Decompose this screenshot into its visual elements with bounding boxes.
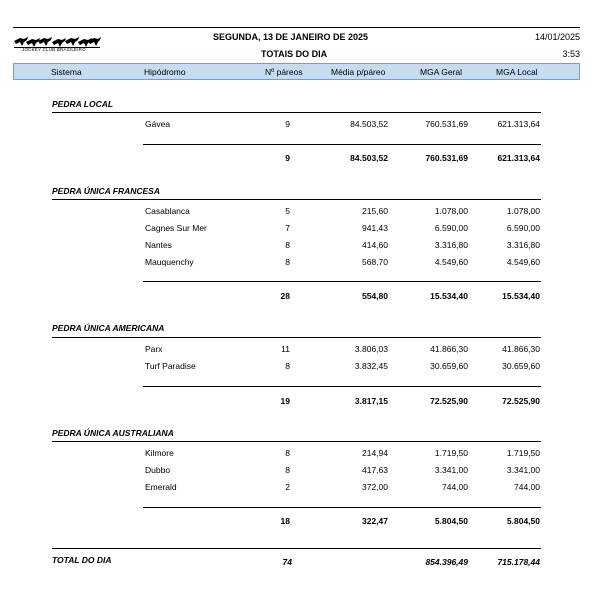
print-time: 3:53 xyxy=(562,49,580,59)
section-title: PEDRA ÚNICA AMERICANA xyxy=(52,323,165,333)
col-sistema: Sistema xyxy=(51,67,82,77)
row-media: 372,00 xyxy=(362,482,388,492)
subtotal-pareos: 9 xyxy=(285,153,290,163)
row-mga-local: 3.316,80 xyxy=(506,240,540,250)
col-mga-local: MGA Local xyxy=(496,67,538,77)
col-pareos: Nº páreos xyxy=(265,67,303,77)
row-hipodromo: Kilmore xyxy=(145,448,174,458)
row-hipodromo: Gávea xyxy=(145,119,171,129)
row-pareos: 5 xyxy=(285,206,290,216)
row-mga-local: 3.341,00 xyxy=(506,465,540,475)
row-mga-geral: 3.341,00 xyxy=(434,465,468,475)
row-mga-local: 41.866,30 xyxy=(502,344,540,354)
subtotal-mga-local: 621.313,64 xyxy=(497,153,540,163)
subtotal-mga-geral: 760.531,69 xyxy=(425,153,468,163)
report-title: TOTAIS DO DIA xyxy=(261,49,328,59)
report-date: SEGUNDA, 13 DE JANEIRO DE 2025 xyxy=(213,32,369,42)
row-mga-geral: 6.590,00 xyxy=(434,223,468,233)
subtotal-media: 554,80 xyxy=(362,291,388,301)
col-hipodromo: Hipódromo xyxy=(144,67,186,77)
row-hipodromo: Dubbo xyxy=(145,465,171,475)
row-mga-geral: 30.659,60 xyxy=(430,361,468,371)
subtotal-pareos: 18 xyxy=(280,516,290,526)
section-title: PEDRA ÚNICA AUSTRALIANA xyxy=(52,428,174,438)
row-hipodromo: Casablanca xyxy=(145,206,190,216)
row-media: 417,63 xyxy=(362,465,388,475)
row-mga-geral: 1.078,00 xyxy=(434,206,468,216)
col-media: Média p/páreo xyxy=(331,67,386,77)
subtotal-rule xyxy=(143,281,541,282)
subtotal-media: 322,47 xyxy=(362,516,388,526)
row-pareos: 7 xyxy=(285,223,290,233)
subtotal-media: 3.817,15 xyxy=(354,396,388,406)
row-media: 84.503,52 xyxy=(350,119,388,129)
row-hipodromo: Emerald xyxy=(145,482,177,492)
section-rule xyxy=(52,199,541,200)
row-pareos: 8 xyxy=(285,465,290,475)
row-mga-geral: 4.549,60 xyxy=(434,257,468,267)
row-pareos: 8 xyxy=(285,361,290,371)
section-title: PEDRA LOCAL xyxy=(52,99,114,109)
top-rule xyxy=(13,27,580,28)
subtotal-mga-geral: 5.804,50 xyxy=(434,516,468,526)
row-mga-local: 744,00 xyxy=(514,482,540,492)
row-pareos: 8 xyxy=(285,257,290,267)
total-label: TOTAL DO DIA xyxy=(52,555,112,565)
total-mga-geral: 854.396,49 xyxy=(425,557,468,567)
row-mga-geral: 1.719,50 xyxy=(434,448,468,458)
subtotal-mga-geral: 72.525,90 xyxy=(430,396,468,406)
section-rule xyxy=(52,441,541,442)
section-title: PEDRA ÚNICA FRANCESA xyxy=(52,186,160,196)
row-pareos: 8 xyxy=(285,448,290,458)
col-mga-geral: MGA Geral xyxy=(420,67,463,77)
column-header-bar xyxy=(13,63,580,80)
row-hipodromo: Mauquenchy xyxy=(145,257,194,267)
row-mga-geral: 41.866,30 xyxy=(430,344,468,354)
logo-text: JOCKEY CLUB BRASILEIRO xyxy=(22,47,86,52)
subtotal-rule xyxy=(143,144,541,145)
jockey-club-logo xyxy=(12,32,102,56)
row-mga-local: 4.549,60 xyxy=(506,257,540,267)
row-mga-local: 1.078,00 xyxy=(506,206,540,216)
subtotal-mga-local: 15.534,40 xyxy=(502,291,540,301)
row-media: 3.832,45 xyxy=(354,361,388,371)
subtotal-mga-local: 72.525,90 xyxy=(502,396,540,406)
row-hipodromo: Cagnes Sur Mer xyxy=(145,223,207,233)
row-media: 941,43 xyxy=(362,223,388,233)
row-mga-geral: 744,00 xyxy=(442,482,468,492)
row-hipodromo: Turf Paradise xyxy=(145,361,196,371)
row-media: 414,60 xyxy=(362,240,388,250)
row-mga-local: 6.590,00 xyxy=(506,223,540,233)
row-mga-geral: 760.531,69 xyxy=(425,119,468,129)
subtotal-media: 84.503,52 xyxy=(350,153,388,163)
row-mga-local: 621.313,64 xyxy=(497,119,540,129)
subtotal-mga-geral: 15.534,40 xyxy=(430,291,468,301)
print-date: 14/01/2025 xyxy=(534,32,580,42)
row-mga-local: 1.719,50 xyxy=(506,448,540,458)
row-media: 568,70 xyxy=(362,257,388,267)
row-media: 3.806,03 xyxy=(354,344,388,354)
row-pareos: 2 xyxy=(285,482,290,492)
section-rule xyxy=(52,112,541,113)
row-hipodromo: Nantes xyxy=(145,240,172,250)
row-mga-local: 30.659,60 xyxy=(502,361,540,371)
subtotal-rule xyxy=(143,386,541,387)
total-mga-local: 715.178,44 xyxy=(497,557,540,567)
subtotal-pareos: 28 xyxy=(280,291,290,301)
row-pareos: 8 xyxy=(285,240,290,250)
subtotal-rule xyxy=(143,507,541,508)
row-mga-geral: 3.316,80 xyxy=(434,240,468,250)
row-pareos: 11 xyxy=(281,344,290,354)
total-rule xyxy=(52,548,541,549)
row-media: 215,60 xyxy=(362,206,388,216)
subtotal-pareos: 19 xyxy=(280,396,290,406)
row-pareos: 9 xyxy=(285,119,290,129)
section-rule xyxy=(52,337,541,338)
row-hipodromo: Parx xyxy=(145,344,163,354)
row-media: 214,94 xyxy=(362,448,388,458)
total-pareos: 74 xyxy=(282,557,292,567)
subtotal-mga-local: 5.804,50 xyxy=(506,516,540,526)
